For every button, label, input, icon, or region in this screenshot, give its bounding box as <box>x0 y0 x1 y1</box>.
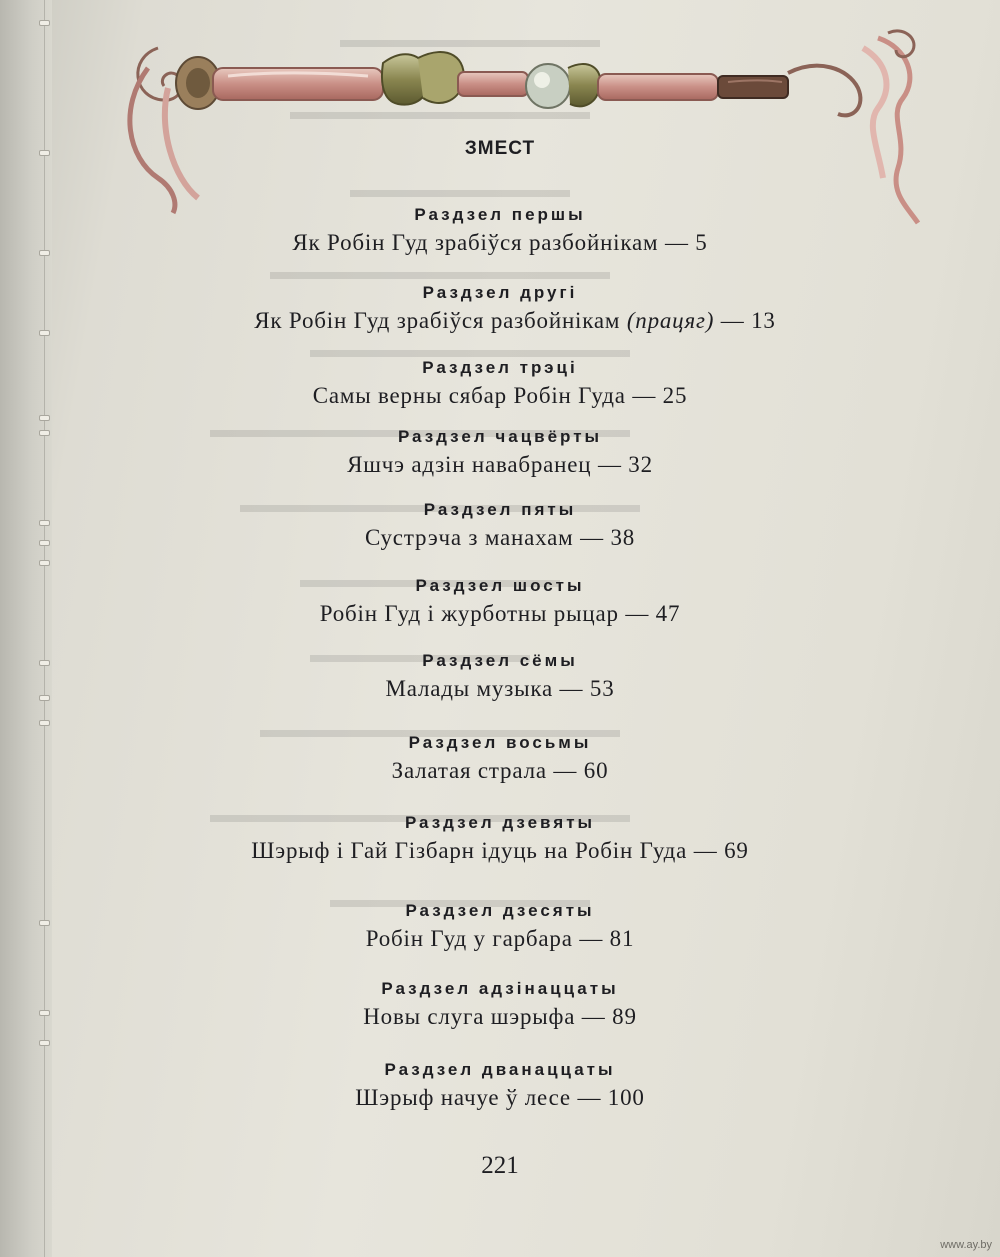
toc-entry <box>0 576 1000 628</box>
chapter-page-number: — 60 <box>553 758 609 783</box>
toc-entry <box>0 651 1000 703</box>
chapter-page-number: — 5 <box>664 230 708 255</box>
chapter-line <box>0 600 1000 628</box>
binding-stitch <box>39 720 50 726</box>
section-label: Раздзел пяты <box>423 500 577 519</box>
chapter-line <box>0 382 1000 410</box>
chapter-page-number: — 47 <box>625 601 681 626</box>
chapter-title: Новы слуга шэрыфа <box>363 1004 576 1029</box>
binding-stitch <box>39 1040 50 1046</box>
chapter-line <box>0 524 1000 552</box>
toc-entry <box>0 901 1000 953</box>
chapter-title: Шэрыф начуе ў лесе <box>355 1085 571 1110</box>
toc-entry <box>0 1060 1000 1112</box>
chapter-title: Робін Гуд і журботны рыцар <box>319 601 619 626</box>
chapter-line <box>0 229 1000 257</box>
watermark: www.ay.by <box>940 1239 992 1251</box>
section-label: Раздзел другі <box>422 283 578 302</box>
chapter-page-number: — 81 <box>579 926 635 951</box>
toc-entry <box>0 283 1000 335</box>
chapter-line <box>0 837 1000 865</box>
chapter-title: Шэрыф і Гай Гізбарн ідуць на Робін Гуда <box>251 838 688 863</box>
chapter-title: Самы верны сябар Робін Гуда <box>312 383 626 408</box>
toc-entry <box>0 813 1000 865</box>
chapter-page-number: — 25 <box>632 383 688 408</box>
toc-entry <box>0 733 1000 785</box>
binding-stitch <box>39 415 50 421</box>
chapter-line <box>0 757 1000 785</box>
chapter-line <box>0 675 1000 703</box>
chapter-title: Сустрэча з манахам <box>364 525 574 550</box>
section-label: Раздзел дзесяты <box>405 901 595 920</box>
chapter-line <box>0 451 1000 479</box>
chapter-page-number: — 53 <box>559 676 615 701</box>
chapter-page-number: — 38 <box>580 525 636 550</box>
binding-stitch <box>39 560 50 566</box>
chapter-title: Як Робін Гуд зрабіўся разбойнікам <box>254 308 621 333</box>
chapter-title: Як Робін Гуд зрабіўся разбойнікам <box>292 230 659 255</box>
binding-stitch <box>39 20 50 26</box>
section-label: Раздзел адзінаццаты <box>381 979 619 998</box>
page-number: 221 <box>481 1152 519 1179</box>
toc-entry <box>0 979 1000 1031</box>
table-of-contents-heading: ЗМЕСТ <box>464 138 536 159</box>
toc-entry <box>0 205 1000 257</box>
chapter-line <box>0 307 1000 335</box>
section-label: Раздзел чацвёрты <box>397 427 603 446</box>
section-label: Раздзел першы <box>414 205 586 224</box>
toc-entry <box>0 500 1000 552</box>
section-label: Раздзел трэці <box>422 358 578 377</box>
toc-entry <box>0 358 1000 410</box>
chapter-page-number: — 89 <box>581 1004 637 1029</box>
chapter-title: Робін Гуд у гарбара <box>365 926 573 951</box>
toc-entry <box>0 427 1000 479</box>
section-label: Раздзел шосты <box>415 576 585 595</box>
chapter-page-number: — 100 <box>577 1085 645 1110</box>
chapter-page-number: — 32 <box>597 452 653 477</box>
chapter-page-number: — 13 <box>720 308 776 333</box>
section-label: Раздзел дзевяты <box>404 813 596 832</box>
chapter-title: Малады музыка <box>385 676 553 701</box>
chapter-line <box>0 925 1000 953</box>
section-label: Раздзел дванаццаты <box>384 1060 616 1079</box>
chapter-note: (працяг) <box>626 308 715 333</box>
chapter-page-number: — 69 <box>693 838 749 863</box>
section-label: Раздзел восьмы <box>408 733 592 752</box>
section-label: Раздзел сёмы <box>422 651 578 670</box>
chapter-line <box>0 1084 1000 1112</box>
decorative-header-ornament <box>118 28 928 228</box>
chapter-line <box>0 1003 1000 1031</box>
chapter-title: Яшчэ адзін навабранец <box>347 452 592 477</box>
chapter-title: Залатая страла <box>391 758 547 783</box>
